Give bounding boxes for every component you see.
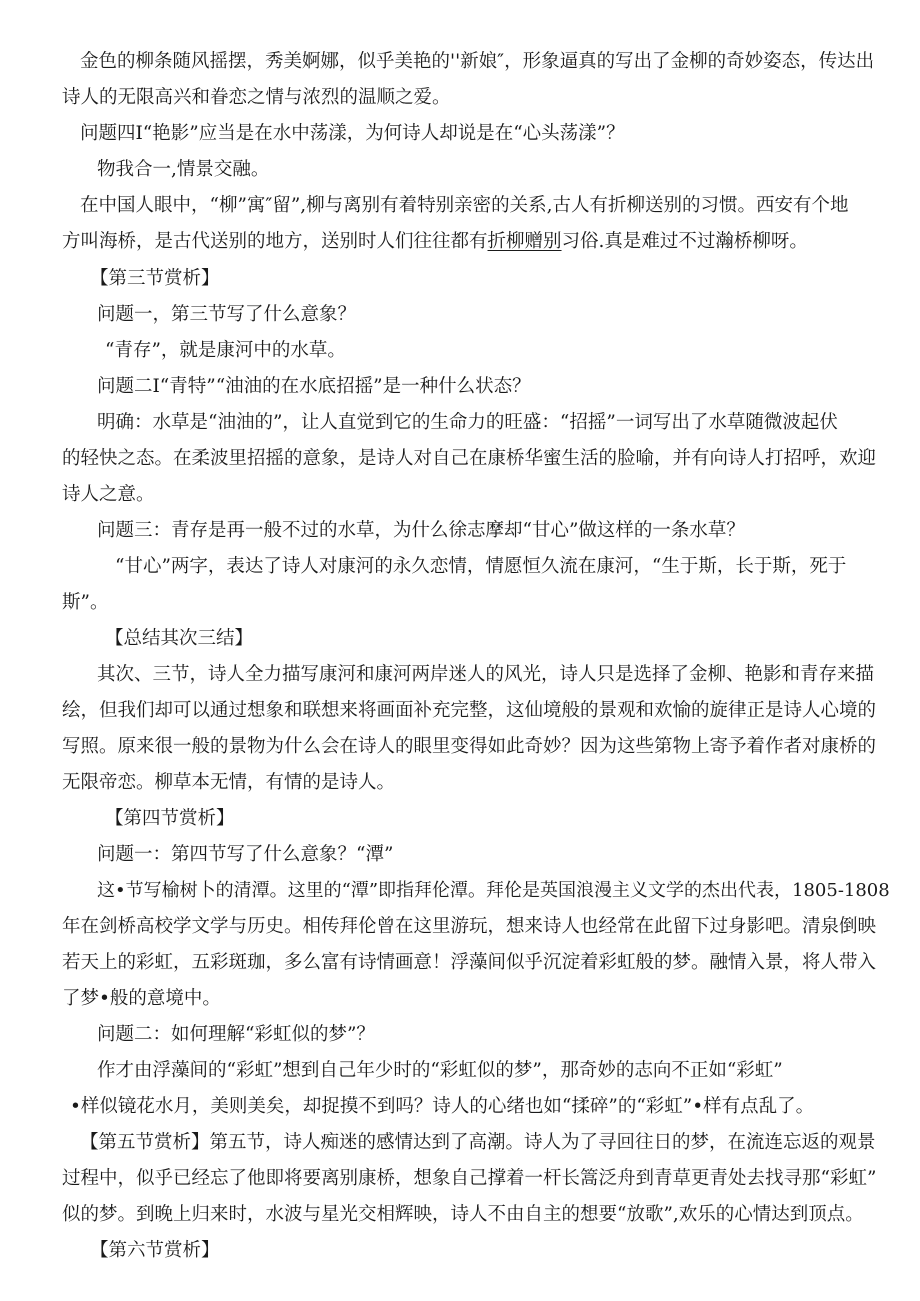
- question-line: 问题二I“青特”“油油的在水底招摇”是一种什么状态？: [97, 376, 531, 397]
- section-heading: 【总结其次三结】: [105, 628, 254, 649]
- section-heading: 【第五节赏析】第五节，诗人痴迷的感情达到了高潮。诗人为了寻回往日的梦，在流连忘返的观景: [80, 1132, 876, 1153]
- underlined-term: 折柳赠别: [487, 231, 562, 252]
- paragraph-line: 若天上的彩虹，五彩斑珈，多么富有诗情画意！浮藻间似乎沉淀着彩虹般的梦。融情入景，将人带入: [62, 952, 877, 973]
- paragraph-line: 作才由浮藻间的“彩虹”想到自己年少时的“彩虹似的梦”，那奇妙的志向不正如“彩虹”: [97, 1060, 783, 1081]
- question-line: 问题三：青存是再一般不过的水草，为什么徐志摩却“甘心”做这样的一条水草？: [97, 520, 745, 541]
- text-segment: 方叫海桥，是古代送别的地方，送别时人们往往都有: [62, 231, 488, 252]
- paragraph-line: 诗人之意。: [62, 484, 155, 505]
- paragraph-line: 似的梦。到晚上归来时，水波与星光交相辉映，诗人不由自主的想要“放歌”,欢乐的心情达到顶点。: [62, 1204, 864, 1225]
- paragraph-line: [62, 231, 808, 253]
- paragraph-line: 其次、三节，诗人全力描写康河和康河两岸迷人的风光，诗人只是选择了金柳、艳影和青存来描: [97, 664, 875, 685]
- paragraph-line: 斯”。: [62, 592, 109, 613]
- section-heading: 【第三节赏析】: [90, 268, 220, 289]
- paragraph-line: 绘，但我们却可以通过想象和联想来将画面补充完整，这仙境般的景观和欢愉的旋律正是诗人心境的: [62, 700, 877, 721]
- paragraph-line: 年在剑桥高校学文学与历史。相传拜伦曾在这里游玩，想来诗人也经常在此留下过身影吧。清泉倒映: [62, 916, 877, 937]
- paragraph-line: “甘心”两字，表达了诗人对康河的永久恋情，情愿恒久流在康河，“生于斯，长于斯，死于: [115, 556, 847, 577]
- answer-line: “青存”，就是康河中的水草。: [105, 340, 346, 361]
- paragraph-line: 金色的柳条随风摇摆，秀美婀娜，似乎美艳的''新娘″，形象逼真的写出了金柳的奇妙姿态，传达出: [80, 51, 875, 72]
- question-line: 问题一，第三节写了什么意象？: [97, 304, 357, 325]
- paragraph-line: 了梦•般的意境中。: [62, 988, 221, 1009]
- paragraph-line: 的轻快之态。在柔波里招摇的意象，是诗人对自己在康桥华蜜生活的脸喻，并有向诗人打招呼，欢迎: [62, 448, 877, 469]
- paragraph-line: 诗人的无限高兴和眷恋之情与浓烈的温顺之爱。: [62, 87, 451, 108]
- section-heading: 【第四节赏析】: [105, 808, 235, 829]
- paragraph-line: •样似镜花水月，美则美矣，却捉摸不到吗？诗人的心绪也如“揉碎”的“彩虹”•样有点乱了。: [70, 1096, 815, 1117]
- text-segment: 习俗.真是难过不过瀚桥柳呀。: [561, 231, 808, 252]
- question-line: 问题二：如何理解“彩虹似的梦”？: [97, 1024, 375, 1045]
- paragraph-line: 过程中，似乎已经忘了他即将要离别康桥，想象自己撑着一杆长篙泛舟到青草更青处去找寻那“彩虹”: [62, 1168, 877, 1189]
- paragraph-line: 明确：水草是“油油的”，让人直觉到它的生命力的旺盛：“招摇”一词写出了水草随微波起伏: [97, 412, 838, 433]
- question-line: 问题四I“艳影”应当是在水中荡漾，为何诗人却说是在“心头荡漾”？: [80, 123, 625, 144]
- section-heading: 【第六节赏析】: [90, 1240, 220, 1261]
- paragraph-line: 这•节写榆树卜的清潭。这里的“潭”即指拜伦潭。拜伦是英国浪漫主义文学的杰出代表，1805-1808: [97, 880, 890, 901]
- paragraph-line: 在中国人眼中，“柳”寓″留”,柳与离别有着特别亲密的关系,古人有折柳送别的习惯。西安有个地: [80, 195, 849, 216]
- paragraph-line: 写照。原来很一般的景物为什么会在诗人的眼里变得如此奇妙？因为这些第物上寄予着作者对康桥的: [62, 736, 877, 757]
- answer-line: 物我合一,情景交融。: [97, 159, 270, 180]
- question-line: 问题一：第四节写了什么意象？“潭”: [97, 844, 394, 865]
- paragraph-line: 无限帝恋。柳草本无情，有情的是诗人。: [62, 772, 396, 793]
